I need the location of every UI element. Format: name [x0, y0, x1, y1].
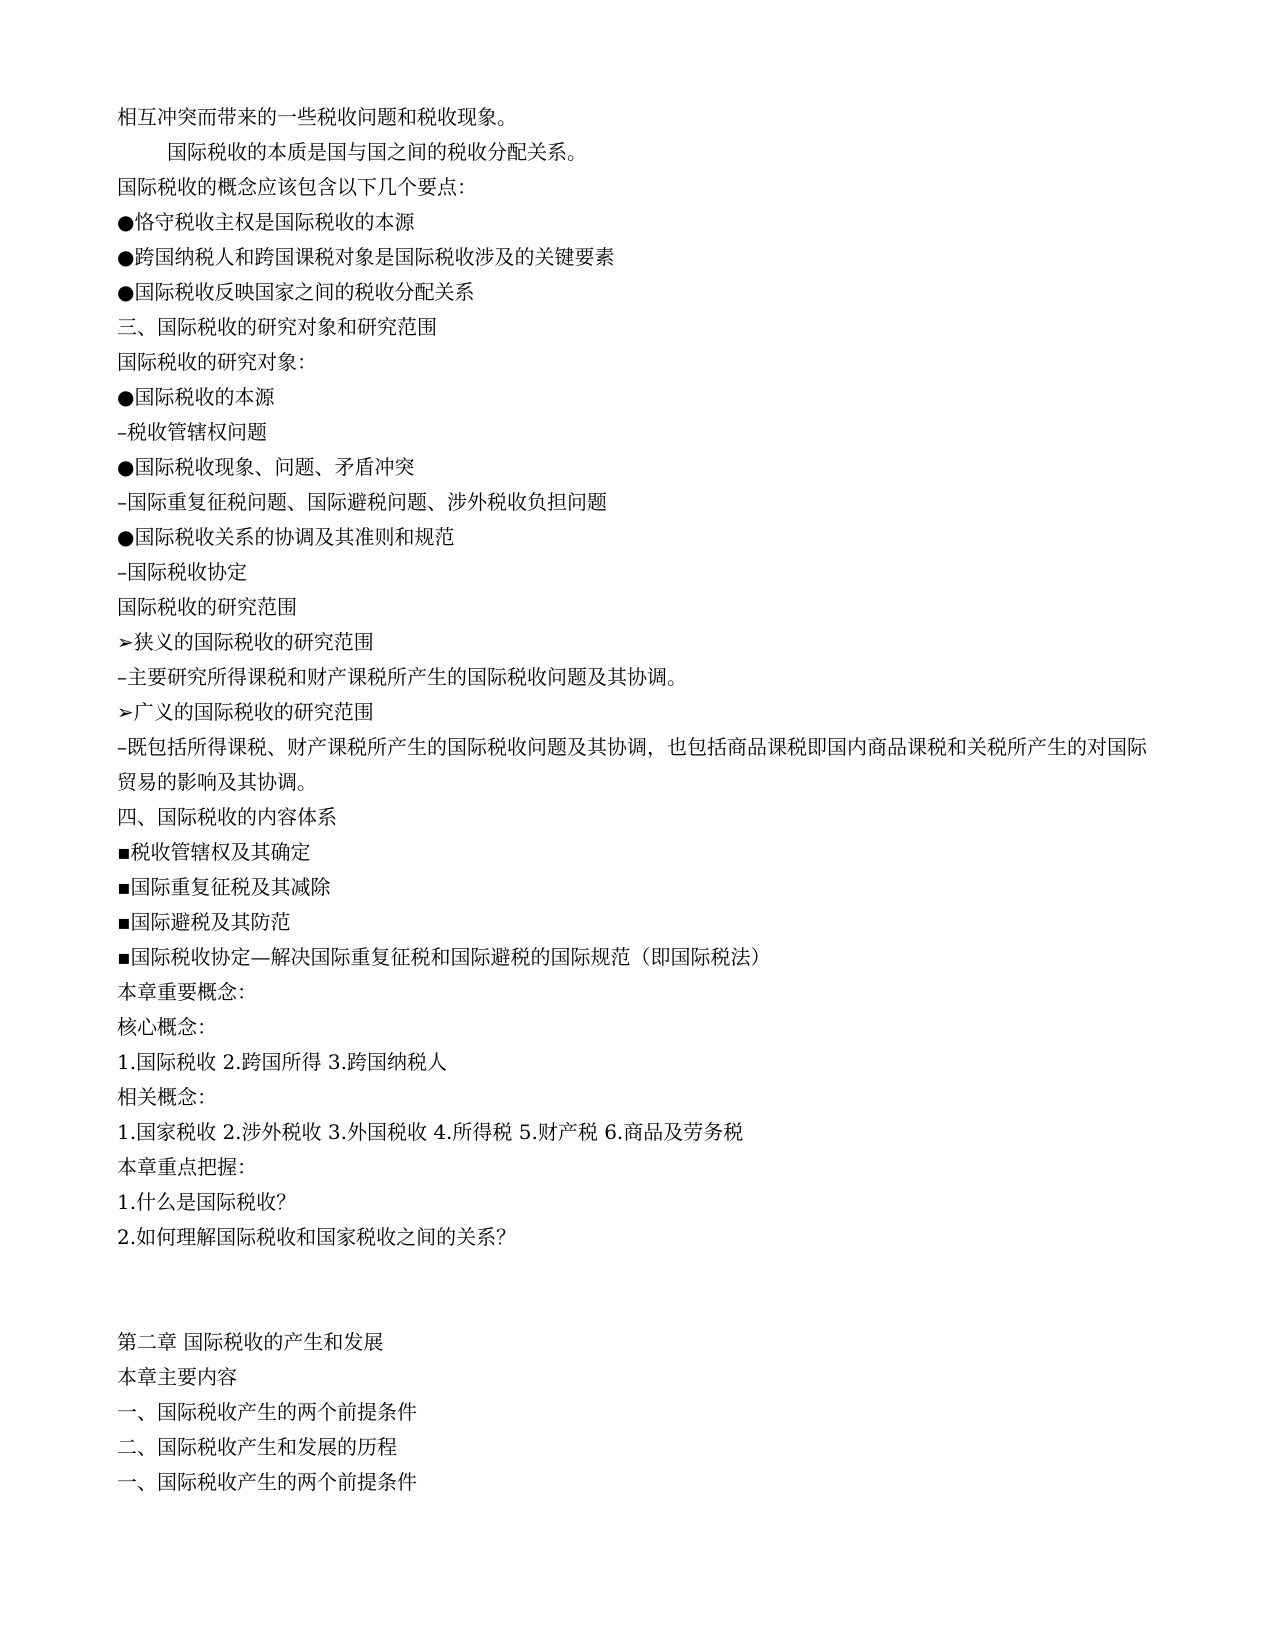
arrow-item: ➢狭义的国际税收的研究范围: [117, 630, 374, 654]
text-line: 相互冲突而带来的一些税收问题和税收现象。: [117, 105, 517, 129]
square-bullet-item: ▪税收管辖权及其确定: [117, 840, 311, 864]
chapter-title: 第二章 国际税收的产生和发展: [117, 1330, 384, 1354]
text-line: 国际税收的本质是国与国之间的税收分配关系。: [167, 140, 587, 164]
bullet-item: ●跨国纳税人和跨国课税对象是国际税收涉及的关键要素: [117, 245, 615, 269]
section-heading: 一、国际税收产生的两个前提条件: [117, 1400, 417, 1424]
section-heading: 二、国际税收产生和发展的历程: [117, 1435, 397, 1459]
text-line: 本章重要概念：: [117, 980, 257, 1004]
square-bullet-item: ▪国际重复征税及其减除: [117, 875, 331, 899]
section-heading: 四、国际税收的内容体系: [117, 805, 337, 829]
blank-space: [117, 1255, 1157, 1325]
section-heading: 一、国际税收产生的两个前提条件: [117, 1470, 417, 1494]
document-page: [117, 100, 1157, 1500]
text-line: 本章主要内容: [117, 1365, 237, 1389]
dash-item: –主要研究所得课税和财产课税所产生的国际税收问题及其协调。: [117, 665, 687, 689]
square-bullet-item: ▪国际税收协定—解决国际重复征税和国际避税的国际规范（即国际税法）: [117, 945, 771, 969]
numbered-list: 1.国际税收 2.跨国所得 3.跨国纳税人: [117, 1050, 447, 1074]
question-item: 1.什么是国际税收？: [117, 1190, 297, 1214]
text-line: 国际税收的概念应该包含以下几个要点：: [117, 175, 477, 199]
text-line: 核心概念：: [117, 1015, 217, 1039]
bullet-item: ●国际税收现象、问题、矛盾冲突: [117, 455, 415, 479]
text-line: 国际税收的研究对象：: [117, 350, 317, 374]
text-line: 本章重点把握：: [117, 1155, 257, 1179]
question-item: 2.如何理解国际税收和国家税收之间的关系？: [117, 1225, 517, 1249]
bullet-item: ●国际税收关系的协调及其准则和规范: [117, 525, 455, 549]
dash-item: –国际重复征税问题、国际避税问题、涉外税收负担问题: [117, 490, 607, 514]
bullet-item: ●恪守税收主权是国际税收的本源: [117, 210, 415, 234]
bullet-item: ●国际税收反映国家之间的税收分配关系: [117, 280, 475, 304]
bullet-item: ●国际税收的本源: [117, 385, 275, 409]
dash-item: –国际税收协定: [117, 560, 247, 584]
section-heading: 三、国际税收的研究对象和研究范围: [117, 315, 437, 339]
dash-item: –税收管辖权问题: [117, 420, 267, 444]
square-bullet-item: ▪国际避税及其防范: [117, 910, 291, 934]
arrow-item: ➢广义的国际税收的研究范围: [117, 700, 374, 724]
text-line: 相关概念：: [117, 1085, 217, 1109]
dash-item: –既包括所得课税、财产课税所产生的国际税收问题及其协调，也包括商品课税即国内商品课税和关税所产生的对国际贸易的影响及其协调。: [117, 735, 1147, 794]
numbered-list: 1.国家税收 2.涉外税收 3.外国税收 4.所得税 5.财产税 6.商品及劳务税: [117, 1120, 744, 1144]
text-line: 国际税收的研究范围: [117, 595, 297, 619]
